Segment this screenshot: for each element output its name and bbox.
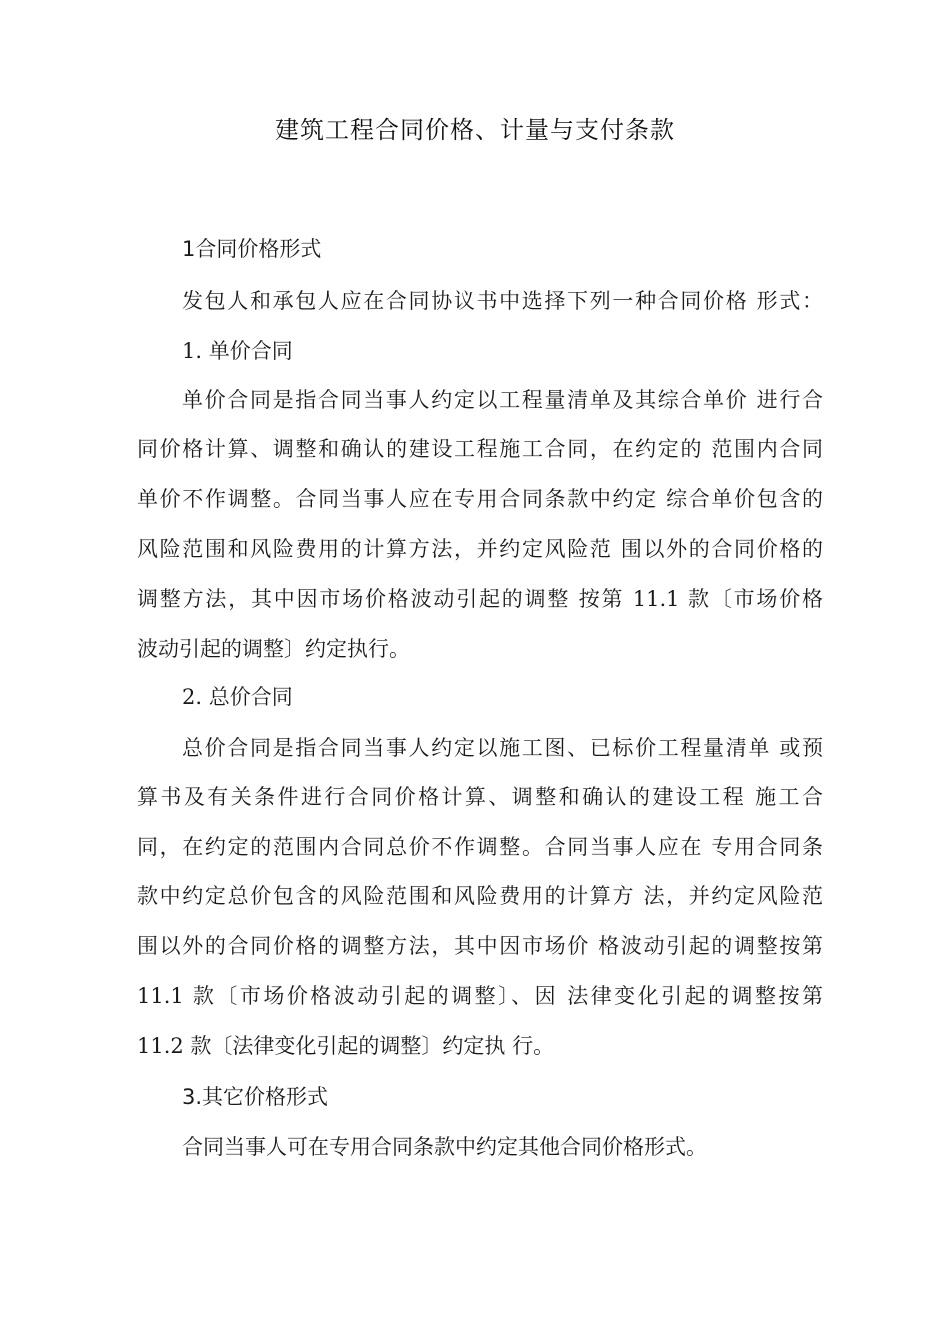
item-1-line: 风险范围和风险费用的计算方法，并约定风险范 围以外的合同价格的 bbox=[137, 537, 823, 561]
item-2-line: 围以外的合同价格的调整方法，其中因市场价 格波动引起的调整按第 bbox=[137, 934, 823, 958]
item-2-line: 同，在约定的范围内合同总价不作调整。合同当事人应在 专用合同条 bbox=[137, 835, 823, 859]
item-1-line: 单价不作调整。合同当事人应在专用合同条款中约定 综合单价包含的 bbox=[137, 487, 823, 511]
item-2-line: 总价合同是指合同当事人约定以施工图、已标价工程量清单 或预 bbox=[182, 736, 823, 760]
section-intro: 发包人和承包人应在合同协议书中选择下列一种合同价格 形式： bbox=[182, 289, 823, 313]
item-1-line: 同价格计算、调整和确认的建设工程施工合同，在约定的 范围内合同 bbox=[137, 437, 823, 461]
item-1-line: 调整方法，其中因市场价格波动引起的调整 按第 11.1 款〔市场价格 bbox=[137, 587, 823, 611]
section-heading: 1合同价格形式 bbox=[182, 237, 322, 261]
item-1-line: 波动引起的调整〕约定执行。 bbox=[137, 637, 410, 661]
item-2-line: 11.2 款〔法律变化引起的调整〕约定执 行。 bbox=[137, 1034, 555, 1058]
item-2-line: 11.1 款〔市场价格波动引起的调整〕、因 法律变化引起的调整按第 bbox=[137, 984, 823, 1008]
item-3-text: 合同当事人可在专用合同条款中约定其他合同价格形式。 bbox=[182, 1135, 707, 1159]
item-3-heading: 3.其它价格形式 bbox=[182, 1085, 329, 1109]
item-2-line: 算书及有关条件进行合同价格计算、调整和确认的建设工程 施工合 bbox=[137, 785, 823, 809]
item-2-heading: 2. 总价合同 bbox=[182, 685, 293, 709]
item-1-line: 单价合同是指合同当事人约定以工程量清单及其综合单价 进行合 bbox=[182, 388, 823, 412]
item-1-heading: 1. 单价合同 bbox=[182, 339, 293, 363]
document-title: 建筑工程合同价格、计量与支付条款 bbox=[275, 116, 675, 144]
item-2-line: 款中约定总价包含的风险范围和风险费用的计算方 法，并约定风险范 bbox=[137, 884, 823, 908]
